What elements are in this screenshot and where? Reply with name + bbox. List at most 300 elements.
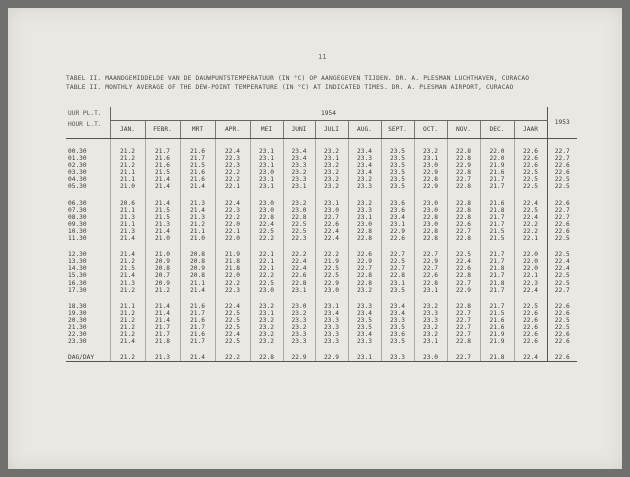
value-cell: 22.8 [447, 338, 480, 345]
year-1953-cell: 22.7 [547, 155, 577, 162]
value-cell: 22.5 [215, 310, 250, 317]
value-cell: 22.6 [348, 251, 381, 258]
value-cell: 23.4 [381, 310, 414, 317]
value-cell: 21.1 [180, 280, 215, 287]
value-cell: 21.2 [145, 287, 180, 294]
value-cell: 22.4 [283, 265, 315, 272]
value-cell: 23.4 [348, 148, 381, 155]
year-average-cell: 22.2 [514, 221, 547, 228]
value-cell: 23.2 [250, 303, 283, 310]
value-cell: 21.4 [145, 228, 180, 235]
value-cell: 22.8 [414, 235, 447, 242]
value-cell: 21.7 [480, 221, 514, 228]
value-cell: 23.3 [283, 176, 315, 183]
year-1953-cell: 22.4 [547, 258, 577, 265]
value-cell: 22.7 [381, 265, 414, 272]
value-cell: 22.4 [447, 258, 480, 265]
value-cell: 22.3 [283, 235, 315, 242]
value-cell: 21.8 [215, 258, 250, 265]
value-cell: 22.2 [250, 235, 283, 242]
value-cell: 21.7 [480, 287, 514, 294]
value-cell: 22.5 [250, 228, 283, 235]
value-cell: 21.2 [180, 221, 215, 228]
value-cell: 22.5 [215, 324, 250, 331]
value-cell: 22.9 [381, 228, 414, 235]
value-cell: 23.2 [315, 162, 348, 169]
hour-label: 03.30 [68, 169, 87, 177]
value-cell: 22.5 [215, 338, 250, 345]
value-cell: 20.9 [145, 280, 180, 287]
value-cell: 21.4 [180, 207, 215, 214]
year-1953-cell: 22.6 [547, 169, 577, 176]
value-cell: 22.1 [250, 258, 283, 265]
value-cell: 21.1 [110, 303, 145, 310]
year-average-cell: 22.5 [514, 303, 547, 310]
value-cell: 21.3 [110, 280, 145, 287]
year-1953-cell: 22.7 [547, 287, 577, 294]
year-average-cell: 22.5 [514, 207, 547, 214]
value-cell: 23.2 [283, 310, 315, 317]
value-cell: 23.2 [315, 176, 348, 183]
row-header-dutch: UUR PL.T. [68, 110, 102, 118]
year-average-cell: 22.6 [514, 317, 547, 324]
value-cell: 21.0 [145, 251, 180, 258]
value-cell: 21.7 [180, 324, 215, 331]
value-cell: 22.5 [283, 221, 315, 228]
value-cell: 22.4 [315, 228, 348, 235]
value-cell: 21.9 [480, 162, 514, 169]
value-cell: 22.6 [447, 265, 480, 272]
value-cell: 21.3 [110, 214, 145, 221]
value-cell: 21.6 [180, 303, 215, 310]
value-cell: 22.8 [447, 183, 480, 190]
value-cell: 23.5 [381, 169, 414, 176]
table-row [66, 272, 577, 279]
value-cell: 21.1 [110, 221, 145, 228]
value-cell: 22.7 [447, 317, 480, 324]
table-row [66, 169, 577, 176]
value-cell: 23.1 [250, 176, 283, 183]
value-cell: 23.2 [315, 183, 348, 190]
value-cell: 22.8 [447, 207, 480, 214]
year-1953-cell: 22.7 [547, 148, 577, 155]
hour-label: 20.30 [68, 316, 87, 324]
value-cell: 22.4 [215, 200, 250, 207]
year-1953-cell: 22.6 [547, 331, 577, 338]
value-cell: 21.8 [480, 207, 514, 214]
value-cell: 21.2 [110, 287, 145, 294]
year-average-cell: 22.4 [514, 200, 547, 207]
hour-label: 15.30 [68, 272, 87, 280]
value-cell: 22.1 [215, 183, 250, 190]
value-cell: 22.9 [414, 169, 447, 176]
year-average-cell: 22.1 [514, 235, 547, 242]
value-cell: 22.0 [215, 272, 250, 279]
value-cell: 23.0 [250, 207, 283, 214]
value-cell: 23.4 [381, 303, 414, 310]
value-cell: 21.9 [215, 251, 250, 258]
value-cell: 23.0 [283, 303, 315, 310]
value-cell: 23.4 [283, 155, 315, 162]
row-header-english: HOUR L.T. [66, 121, 110, 139]
value-cell: 21.1 [110, 176, 145, 183]
value-cell: 22.2 [283, 251, 315, 258]
value-cell: 22.7 [447, 310, 480, 317]
value-cell: 22.4 [215, 148, 250, 155]
value-cell: 23.0 [315, 287, 348, 294]
value-cell: 22.1 [215, 228, 250, 235]
table-row [66, 148, 577, 155]
value-cell: 22.8 [447, 235, 480, 242]
value-cell: 22.8 [414, 280, 447, 287]
value-cell: 22.6 [283, 272, 315, 279]
value-cell: 22.8 [414, 228, 447, 235]
value-cell: 23.5 [381, 324, 414, 331]
value-cell: 21.5 [480, 228, 514, 235]
value-cell: 23.3 [315, 317, 348, 324]
value-cell: 23.2 [283, 324, 315, 331]
value-cell: 21.6 [480, 200, 514, 207]
value-cell: 22.0 [215, 235, 250, 242]
value-cell: 22.8 [283, 280, 315, 287]
table-row [66, 214, 577, 221]
hour-label: 22.30 [68, 331, 87, 339]
value-cell: 21.3 [110, 228, 145, 235]
year-average-cell: 22.5 [514, 169, 547, 176]
value-cell: 23.5 [381, 183, 414, 190]
value-cell: 22.8 [348, 272, 381, 279]
value-cell: 23.3 [348, 303, 381, 310]
value-cell: 22.7 [414, 251, 447, 258]
value-cell: 23.3 [381, 354, 414, 362]
value-cell: 22.8 [414, 176, 447, 183]
value-cell: 22.4 [315, 235, 348, 242]
year-1953-cell: 22.6 [547, 221, 577, 228]
value-cell: 22.7 [447, 280, 480, 287]
hour-label: DAG/DAY [66, 354, 110, 362]
value-cell: 23.5 [348, 317, 381, 324]
hour-label: 04.30 [68, 176, 87, 184]
value-cell: 21.2 [110, 155, 145, 162]
value-cell: 21.7 [145, 331, 180, 338]
value-cell: 22.8 [348, 280, 381, 287]
value-cell: 22.9 [447, 162, 480, 169]
table-row [66, 200, 577, 207]
value-cell: 21.9 [480, 338, 514, 345]
year-average-cell: 22.0 [514, 265, 547, 272]
month-header: OCT. [414, 121, 447, 139]
value-cell: 21.4 [145, 303, 180, 310]
value-cell: 22.5 [250, 280, 283, 287]
value-cell: 21.4 [110, 251, 145, 258]
value-cell: 22.9 [348, 258, 381, 265]
value-cell: 23.1 [315, 155, 348, 162]
value-cell: 22.9 [447, 287, 480, 294]
value-cell: 21.4 [110, 235, 145, 242]
value-cell: 21.1 [110, 169, 145, 176]
value-cell: 21.1 [110, 207, 145, 214]
hour-label: 12.30 [68, 251, 87, 259]
value-cell: 21.2 [110, 317, 145, 324]
value-cell: 22.7 [381, 251, 414, 258]
value-cell: 21.8 [480, 280, 514, 287]
value-cell: 23.0 [414, 200, 447, 207]
table-title-dutch: TABEL II. MAANDGEMIDDELDE VAN DE DAUWPUNTSTEMPERATUUR (IN °C) OP AANGEGEVEN TIJDEN. DR. A. PLESMAN LUCHTHAVEN, CURACAO [66, 75, 530, 82]
year-1953-cell: 22.6 [547, 338, 577, 345]
value-cell: 23.4 [348, 331, 381, 338]
year-1953-cell: 22.5 [547, 324, 577, 331]
value-cell: 23.2 [250, 324, 283, 331]
value-cell: 22.2 [215, 176, 250, 183]
value-cell: 23.1 [315, 200, 348, 207]
year-average-cell: 22.0 [514, 251, 547, 258]
month-header: DEC. [480, 121, 514, 139]
year-average-cell: 22.2 [514, 228, 547, 235]
value-cell: 22.8 [348, 228, 381, 235]
value-cell: 22.5 [283, 228, 315, 235]
dew-point-table [66, 107, 577, 362]
value-cell: 22.8 [250, 354, 283, 362]
hour-label: 21.30 [68, 323, 87, 331]
value-cell: 21.4 [110, 338, 145, 345]
value-cell: 23.1 [414, 338, 447, 345]
value-cell: 23.1 [250, 155, 283, 162]
year-1953-cell: 22.7 [547, 214, 577, 221]
value-cell: 21.4 [145, 176, 180, 183]
value-cell: 21.9 [315, 258, 348, 265]
value-cell: 22.3 [215, 155, 250, 162]
value-cell: 21.7 [145, 324, 180, 331]
value-cell: 21.7 [180, 310, 215, 317]
value-cell: 23.2 [414, 303, 447, 310]
value-cell: 22.8 [447, 169, 480, 176]
value-cell: 23.5 [381, 338, 414, 345]
value-cell: 22.3 [215, 162, 250, 169]
hour-label: 07.30 [68, 206, 87, 214]
value-cell: 22.8 [447, 303, 480, 310]
year-1953-header: 1953 [547, 107, 577, 139]
value-cell: 23.4 [348, 169, 381, 176]
value-cell: 21.3 [180, 200, 215, 207]
year-1953-cell: 22.7 [547, 207, 577, 214]
value-cell: 23.1 [414, 155, 447, 162]
table-row [66, 317, 577, 324]
value-cell: 21.8 [480, 354, 514, 362]
value-cell: 23.0 [414, 221, 447, 228]
value-cell: 22.0 [480, 148, 514, 155]
value-cell: 22.7 [447, 176, 480, 183]
year-1953-cell: 22.5 [547, 317, 577, 324]
value-cell: 21.7 [180, 338, 215, 345]
value-cell: 23.4 [315, 310, 348, 317]
value-cell: 23.2 [315, 148, 348, 155]
value-cell: 20.8 [145, 265, 180, 272]
value-cell: 22.2 [215, 280, 250, 287]
value-cell: 23.2 [348, 287, 381, 294]
value-cell: 21.6 [145, 155, 180, 162]
value-cell: 21.6 [180, 176, 215, 183]
value-cell: 22.5 [315, 272, 348, 279]
value-cell: 21.6 [180, 317, 215, 324]
value-cell: 20.6 [110, 200, 145, 207]
spacer-row [66, 139, 577, 149]
year-average-cell: 22.6 [514, 148, 547, 155]
hour-label: 13.30 [68, 258, 87, 266]
value-cell: 23.5 [381, 162, 414, 169]
year-1953-cell: 22.5 [547, 251, 577, 258]
value-cell: 20.9 [145, 258, 180, 265]
hour-label: 14.30 [68, 265, 87, 273]
year-1953-cell: 22.5 [547, 235, 577, 242]
value-cell: 22.4 [250, 221, 283, 228]
table-row [66, 265, 577, 272]
value-cell: 21.4 [180, 287, 215, 294]
value-cell: 22.8 [414, 214, 447, 221]
value-cell: 21.7 [480, 303, 514, 310]
value-cell: 22.7 [348, 265, 381, 272]
year-average-cell: 22.6 [514, 310, 547, 317]
value-cell: 20.9 [180, 265, 215, 272]
value-cell: 21.6 [180, 331, 215, 338]
value-cell: 22.3 [215, 287, 250, 294]
table-body [66, 139, 577, 362]
value-cell: 21.5 [180, 162, 215, 169]
year-1953-cell: 22.5 [547, 280, 577, 287]
value-cell: 22.0 [480, 155, 514, 162]
value-cell: 23.1 [283, 183, 315, 190]
value-cell: 23.3 [348, 338, 381, 345]
value-cell: 23.2 [250, 331, 283, 338]
value-cell: 21.4 [180, 354, 215, 362]
year-1953-cell: 22.6 [547, 303, 577, 310]
value-cell: 22.7 [447, 324, 480, 331]
month-header: APR. [215, 121, 250, 139]
hour-label: 16.30 [68, 279, 87, 287]
value-cell: 21.2 [110, 148, 145, 155]
value-cell: 23.2 [414, 324, 447, 331]
value-cell: 23.4 [348, 310, 381, 317]
year-average-cell: 22.6 [514, 155, 547, 162]
value-cell: 23.0 [348, 221, 381, 228]
value-cell: 23.1 [250, 310, 283, 317]
spacer-row [66, 191, 577, 200]
value-cell: 22.4 [283, 258, 315, 265]
value-cell: 21.6 [145, 162, 180, 169]
year-1953-cell: 22.4 [547, 265, 577, 272]
spacer-row [66, 294, 577, 303]
value-cell: 21.2 [110, 324, 145, 331]
value-cell: 21.2 [110, 258, 145, 265]
value-cell: 23.3 [283, 317, 315, 324]
year-average-cell: 22.6 [514, 331, 547, 338]
value-cell: 22.8 [447, 272, 480, 279]
table-row [66, 331, 577, 338]
value-cell: 23.3 [315, 338, 348, 345]
value-cell: 21.7 [180, 155, 215, 162]
table-row [66, 324, 577, 331]
value-cell: 21.7 [145, 148, 180, 155]
value-cell: 22.6 [381, 235, 414, 242]
value-cell: 23.6 [381, 207, 414, 214]
value-cell: 23.0 [250, 287, 283, 294]
table-row [66, 258, 577, 265]
value-cell: 21.7 [480, 272, 514, 279]
value-cell: 21.3 [145, 354, 180, 362]
value-cell: 22.8 [447, 214, 480, 221]
document-page [8, 8, 622, 469]
spacer-row [66, 242, 577, 251]
hour-label: 05.30 [68, 183, 87, 191]
value-cell: 21.4 [145, 200, 180, 207]
value-cell: 23.1 [348, 214, 381, 221]
hour-label: 23.30 [68, 338, 87, 346]
value-cell: 23.1 [381, 221, 414, 228]
table-row [66, 251, 577, 258]
value-cell: 21.7 [480, 258, 514, 265]
table-row [66, 162, 577, 169]
value-cell: 23.5 [348, 324, 381, 331]
value-cell: 23.2 [283, 200, 315, 207]
value-cell: 21.4 [145, 310, 180, 317]
table-row [66, 338, 577, 345]
year-1953-cell: 22.6 [547, 228, 577, 235]
value-cell: 22.9 [315, 280, 348, 287]
value-cell: 23.4 [283, 148, 315, 155]
value-cell: 21.6 [180, 148, 215, 155]
value-cell: 22.1 [250, 265, 283, 272]
value-cell: 23.3 [414, 310, 447, 317]
year-average-cell: 22.5 [514, 183, 547, 190]
table-row [66, 287, 577, 294]
year-average-cell: 22.4 [514, 354, 547, 362]
value-cell: 21.6 [480, 324, 514, 331]
value-cell: 23.3 [414, 317, 447, 324]
value-cell: 23.1 [348, 354, 381, 362]
value-cell: 23.2 [348, 200, 381, 207]
value-cell: 21.7 [480, 251, 514, 258]
value-cell: 23.0 [414, 162, 447, 169]
value-cell: 21.5 [145, 169, 180, 176]
value-cell: 23.3 [381, 317, 414, 324]
hour-label: 11.30 [68, 235, 87, 243]
year-1954-header: 1954 [110, 107, 547, 121]
value-cell: 22.7 [447, 228, 480, 235]
value-cell: 22.9 [414, 183, 447, 190]
value-cell: 21.5 [480, 235, 514, 242]
value-cell: 21.4 [180, 183, 215, 190]
page-number: 11 [318, 53, 327, 61]
value-cell: 22.8 [447, 148, 480, 155]
hour-label: 09.30 [68, 220, 87, 228]
table-row [66, 176, 577, 183]
value-cell: 21.2 [110, 354, 145, 362]
value-cell: 23.0 [315, 207, 348, 214]
value-cell: 21.3 [180, 214, 215, 221]
value-cell: 21.7 [480, 183, 514, 190]
value-cell: 21.2 [110, 162, 145, 169]
value-cell: 21.7 [480, 176, 514, 183]
value-cell: 21.5 [480, 310, 514, 317]
year-1953-cell: 22.5 [547, 272, 577, 279]
value-cell: 23.3 [283, 331, 315, 338]
month-header: NOV. [447, 121, 480, 139]
hour-label: 17.30 [68, 286, 87, 294]
value-cell: 22.7 [447, 331, 480, 338]
value-cell: 23.1 [381, 280, 414, 287]
hour-label: 18.30 [68, 302, 87, 310]
value-cell: 22.9 [283, 354, 315, 362]
value-cell: 22.8 [250, 214, 283, 221]
